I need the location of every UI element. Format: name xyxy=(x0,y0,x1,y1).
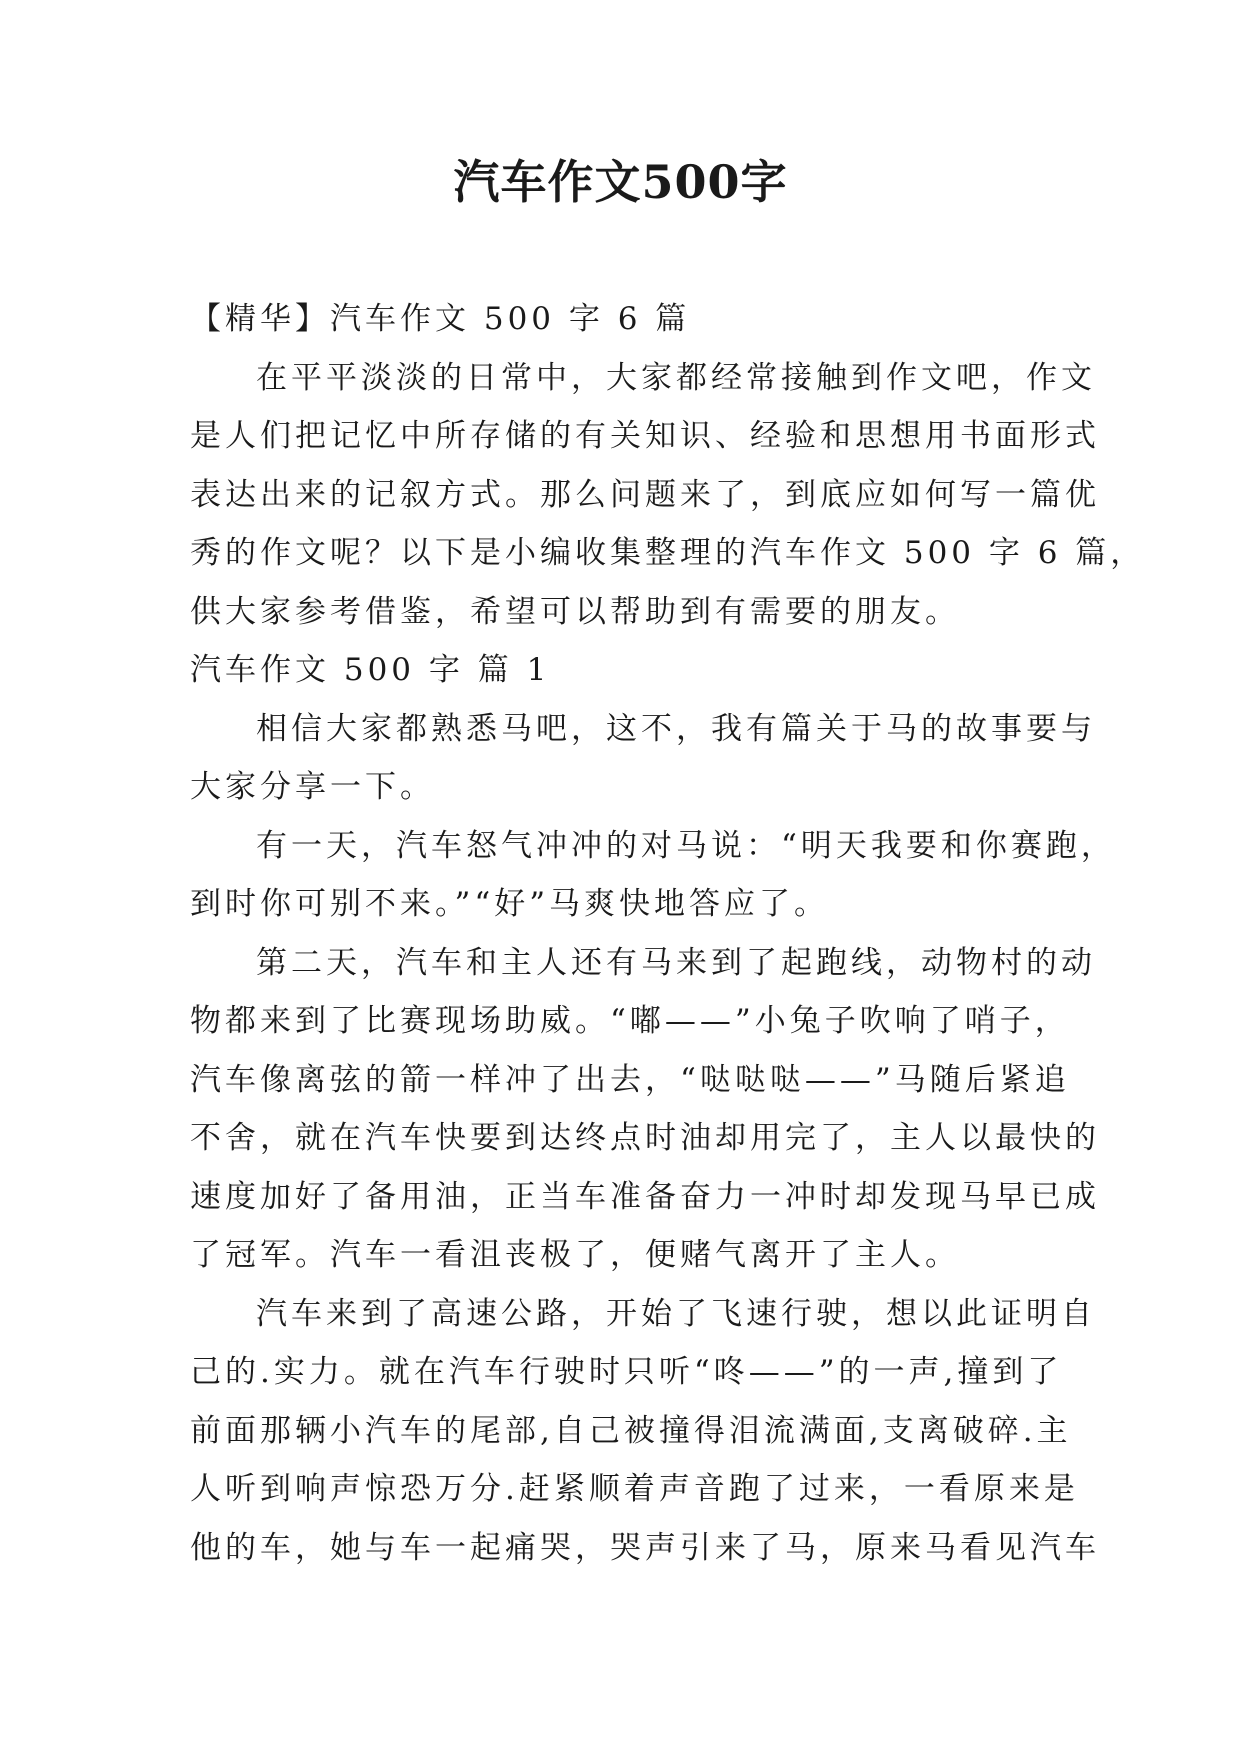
text-line: 汽车来到了高速公路，开始了飞速行驶，想以此证明自 xyxy=(256,1295,1096,1332)
text-line: 不舍，就在汽车快要到达终点时油却用完了，主人以最快的 xyxy=(190,1120,1100,1156)
text-line: 相信大家都熟悉马吧，这不，我有篇关于马的故事要与 xyxy=(256,710,1096,747)
text-line: 前面那辆小汽车的尾部,自己被撞得泪流满面,支离破碎.主 xyxy=(190,1412,1072,1449)
page-title: 汽车作文500字 xyxy=(453,155,788,209)
text-line: 是人们把记忆中所存储的有关知识、经验和思想用书面形式 xyxy=(190,418,1100,454)
text-line: 汽车像离弦的箭一样冲了出去，“哒哒哒——”马随后紧追 xyxy=(190,1061,1070,1098)
text-line: 秀的作文呢？以下是小编收集整理的汽车作文 500 字 6 篇， xyxy=(190,535,1146,571)
text-line: 物都来到了比赛现场助威。“嘟——”小兔子吹响了哨子， xyxy=(190,1003,1070,1039)
text-line: 供大家参考借鉴，希望可以帮助到有需要的朋友。 xyxy=(190,593,960,630)
text-line: 第二天，汽车和主人还有马来到了起跑线，动物村的动 xyxy=(256,944,1096,981)
text-line: 大家分享一下。 xyxy=(190,769,435,805)
text-line: 速度加好了备用油，正当车准备奋力一冲时却发现马早已成 xyxy=(190,1178,1100,1215)
text-line: 有一天，汽车怒气冲冲的对马说：“明天我要和你赛跑， xyxy=(256,827,1116,864)
document-body xyxy=(190,290,1146,1577)
text-line: 他的车，她与车一起痛哭，哭声引来了马，原来马看见汽车 xyxy=(190,1529,1100,1566)
text-line: 己的.实力。就在汽车行驶时只听“咚——”的一声,撞到了 xyxy=(190,1354,1063,1390)
text-line: 在平平淡淡的日常中，大家都经常接触到作文吧，作文 xyxy=(256,359,1096,396)
text-line: 【精华】汽车作文 500 字 6 篇 xyxy=(190,301,691,337)
text-line: 到时你可别不来。”“好”马爽快地答应了。 xyxy=(190,886,830,922)
text-line: 表达出来的记叙方式。那么问题来了，到底应如何写一篇优 xyxy=(190,476,1100,513)
text-line: 了冠军。汽车一看沮丧极了，便赌气离开了主人。 xyxy=(190,1237,960,1273)
text-line: 人听到响声惊恐万分.赶紧顺着声音跑了过来，一看原来是 xyxy=(190,1471,1079,1507)
text-line: 汽车作文 500 字 篇 1 xyxy=(190,652,551,688)
